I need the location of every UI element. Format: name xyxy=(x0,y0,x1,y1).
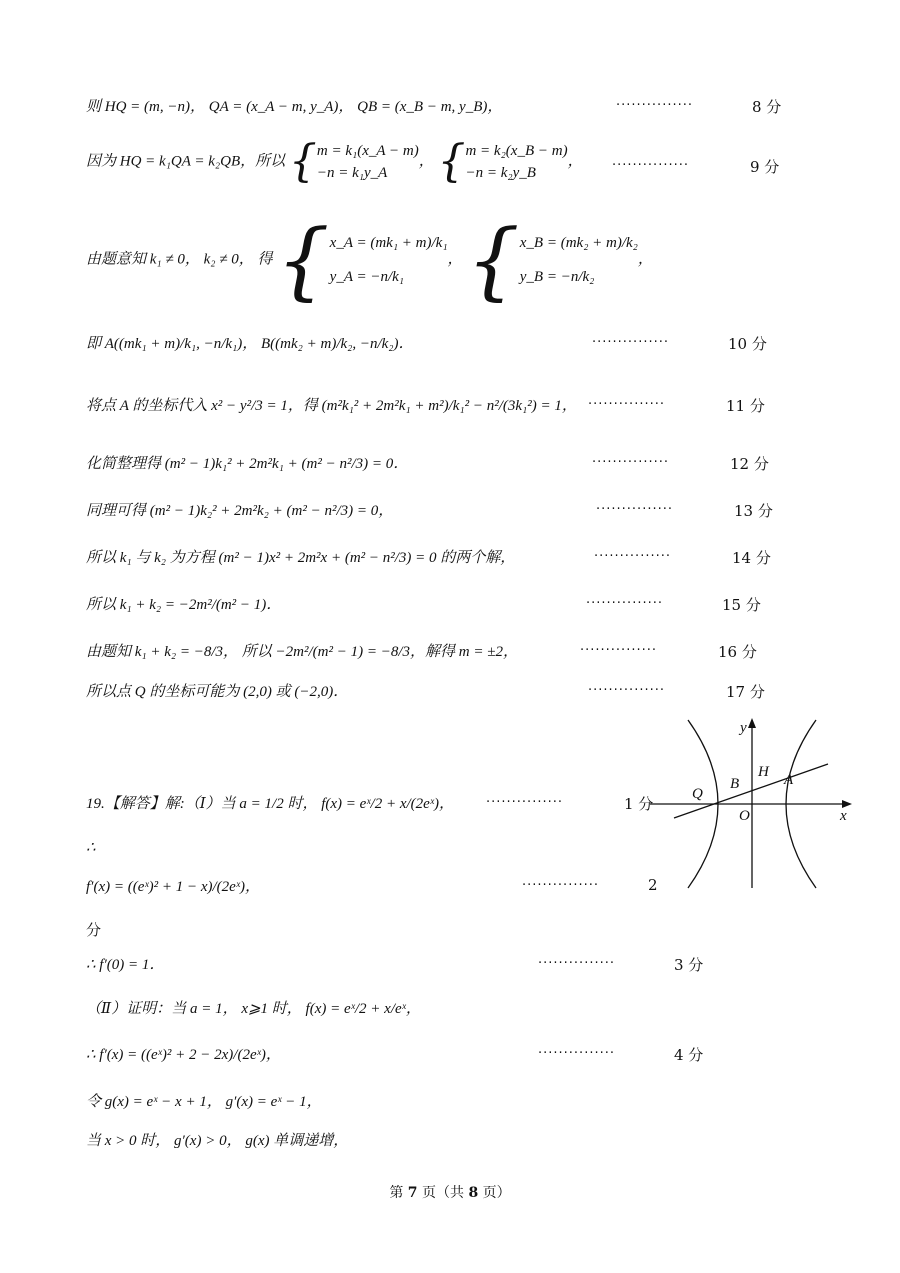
footer-suffix: 页） xyxy=(482,1185,511,1201)
footer-page-number: 7 xyxy=(407,1185,418,1201)
q19-score-unit-wrap: 分 xyxy=(86,921,102,939)
step-8-text: 则 HQ = (m, −n)， QA = (x_A − m, y_A)， QB = (x_B − m, y_B)， xyxy=(86,99,503,115)
q19-step3-dots: ··············· xyxy=(538,956,615,971)
footer-mid: 页（共 xyxy=(422,1185,464,1201)
step-17-text: 所以点 Q 的坐标可能为 (2,0) 或 (−2,0)． xyxy=(86,684,349,700)
system-1-row-1: m = k₁(x_A − m) xyxy=(316,143,419,159)
q19-step1-score: 1 分 xyxy=(624,795,654,813)
step-10-score: 10 分 xyxy=(728,335,767,353)
q19-step4-dots: ··············· xyxy=(538,1046,615,1061)
step-14-dots: ··············· xyxy=(594,549,671,564)
q19-g-monotonic: 当 x > 0 时， g′(x) > 0， g(x) 单调递增， xyxy=(86,1133,349,1149)
system-2-row-1: m = k₂(x_B − m) xyxy=(465,143,568,159)
system-3 xyxy=(330,226,448,294)
label-h: H xyxy=(758,764,769,780)
system-1-row-2: −n = k₁y_A xyxy=(316,165,388,181)
step-15-dots: ··············· xyxy=(586,596,663,611)
q19-part1-text: 19.【解答】解:（Ⅰ）当 a = 1/2 时， f(x) = eˣ/2 + x/(2eˣ)， xyxy=(86,796,455,812)
q19-part2-text: （Ⅱ）证明：当 a = 1， x⩾1 时， f(x) = eˣ/2 + x/eˣ， xyxy=(86,1001,421,1017)
q19-step3-score: 3 分 xyxy=(674,956,704,974)
step-16-score: 16 分 xyxy=(718,643,757,661)
hyperbola-figure xyxy=(640,712,865,892)
label-a: A xyxy=(784,772,794,788)
q19-derivative-text: f′(x) = ((eˣ)² + 1 − x)/(2eˣ)， xyxy=(86,879,261,895)
step-12-dots: ··············· xyxy=(592,455,669,470)
step-9-dots: ··············· xyxy=(612,158,689,173)
footer-prefix: 第 xyxy=(389,1185,404,1201)
system-3-row-2: y_A = −n/k₁ xyxy=(329,269,405,285)
label-b: B xyxy=(730,776,740,792)
step-13-dots: ··············· xyxy=(596,502,673,517)
q19-therefore: ∴ xyxy=(86,840,96,856)
step-solve-text: 由题意知 k₁ ≠ 0， k₂ ≠ 0， 得 xyxy=(86,251,273,268)
q19-step2-dots: ··············· xyxy=(522,878,599,893)
footer-total-pages: 8 xyxy=(468,1185,479,1201)
q19-g-definition: 令 g(x) = eˣ − x + 1， g′(x) = eˣ − 1， xyxy=(86,1094,322,1110)
q19-step1-dots: ··············· xyxy=(486,795,563,810)
system-4-row-1: x_B = (mk₂ + m)/k₂ xyxy=(519,235,638,251)
step-11-dots: ··············· xyxy=(588,397,665,412)
brace-left: { xyxy=(288,136,317,187)
step-9-text: 因为 HQ = k₁QA = k₂QB，所以 xyxy=(86,153,286,170)
step-14-text: 所以 k₁ 与 k₂ 为方程 (m² − 1)x² + 2m²x + (m² − n²/3) = 0 的两个解， xyxy=(86,550,516,566)
step-10-dots: ··············· xyxy=(592,335,669,350)
step-8-dots: ··············· xyxy=(616,98,693,113)
step-9-line: 因为 HQ = k₁QA = k₂QB，所以 { m = k₁(x_A − m) −n = k₁y_A ， { m = k₂(x_B − m) −n = k₂y_B ， xyxy=(86,136,583,187)
label-x: x xyxy=(840,808,847,824)
q19-step4-score: 4 分 xyxy=(674,1046,704,1064)
step-14-score: 14 分 xyxy=(732,549,771,567)
system-3-row-1: x_A = (mk₁ + m)/k₁ xyxy=(329,235,448,251)
step-13-score: 13 分 xyxy=(734,502,773,520)
brace-left: { xyxy=(466,211,520,309)
q19-step2-score: 2 xyxy=(648,876,658,894)
q19-part2-derivative: ∴ f′(x) = ((eˣ)² + 2 − 2x)/(2eˣ)， xyxy=(86,1047,281,1063)
system-4-row-2: y_B = −n/k₂ xyxy=(519,269,595,285)
step-16-dots: ··············· xyxy=(580,643,657,658)
step-17-score: 17 分 xyxy=(726,683,765,701)
page-footer xyxy=(0,1182,900,1202)
step-13-text: 同理可得 (m² − 1)k₂² + 2m²k₂ + (m² − n²/3) = 0， xyxy=(86,503,394,519)
system-4 xyxy=(520,226,638,294)
label-q: Q xyxy=(692,786,703,802)
step-11-text: 将点 A 的坐标代入 x² − y²/3 = 1，得 (m²k₁² + 2m²k₁ + m²)/k₁² − n²/(3k₁²) = 1， xyxy=(86,398,577,414)
x-axis-arrow xyxy=(842,800,852,808)
step-17-dots: ··············· xyxy=(588,683,665,698)
step-11-score: 11 分 xyxy=(726,397,765,415)
step-16-text: 由题知 k₁ + k₂ = −8/3， 所以 −2m²/(m² − 1) = −8/3，解得 m = ±2， xyxy=(86,644,518,660)
step-8-score: 8 分 xyxy=(752,98,782,116)
step-15-score: 15 分 xyxy=(722,596,761,614)
label-y: y xyxy=(740,720,747,736)
system-2-row-2: −n = k₂y_B xyxy=(465,165,536,181)
step-10-text: 即 A((mk₁ + m)/k₁, −n/k₁)， B((mk₂ + m)/k₂, −n/k₂)． xyxy=(86,336,414,352)
step-12-text: 化简整理得 (m² − 1)k₁² + 2m²k₁ + (m² − n²/3) = 0． xyxy=(86,456,409,472)
y-axis-arrow xyxy=(748,718,756,728)
system-1 xyxy=(317,140,419,184)
step-solve-line: 由题意知 k₁ ≠ 0， k₂ ≠ 0， 得 { x_A = (mk₁ + m)/k₁ y_A = −n/k₁ ， { x_B = (mk₂ + m)/k₂ y_B = −n/k₂ ， xyxy=(86,211,653,309)
step-12-score: 12 分 xyxy=(730,455,769,473)
step-9-score: 9 分 xyxy=(750,158,780,176)
system-2 xyxy=(465,140,567,184)
q19-f-prime-zero: ∴ f′(0) = 1． xyxy=(86,957,165,973)
label-o: O xyxy=(739,808,750,824)
brace-left: { xyxy=(437,136,466,187)
step-15-text: 所以 k₁ + k₂ = −2m²/(m² − 1)． xyxy=(86,597,282,613)
brace-left: { xyxy=(276,211,330,309)
